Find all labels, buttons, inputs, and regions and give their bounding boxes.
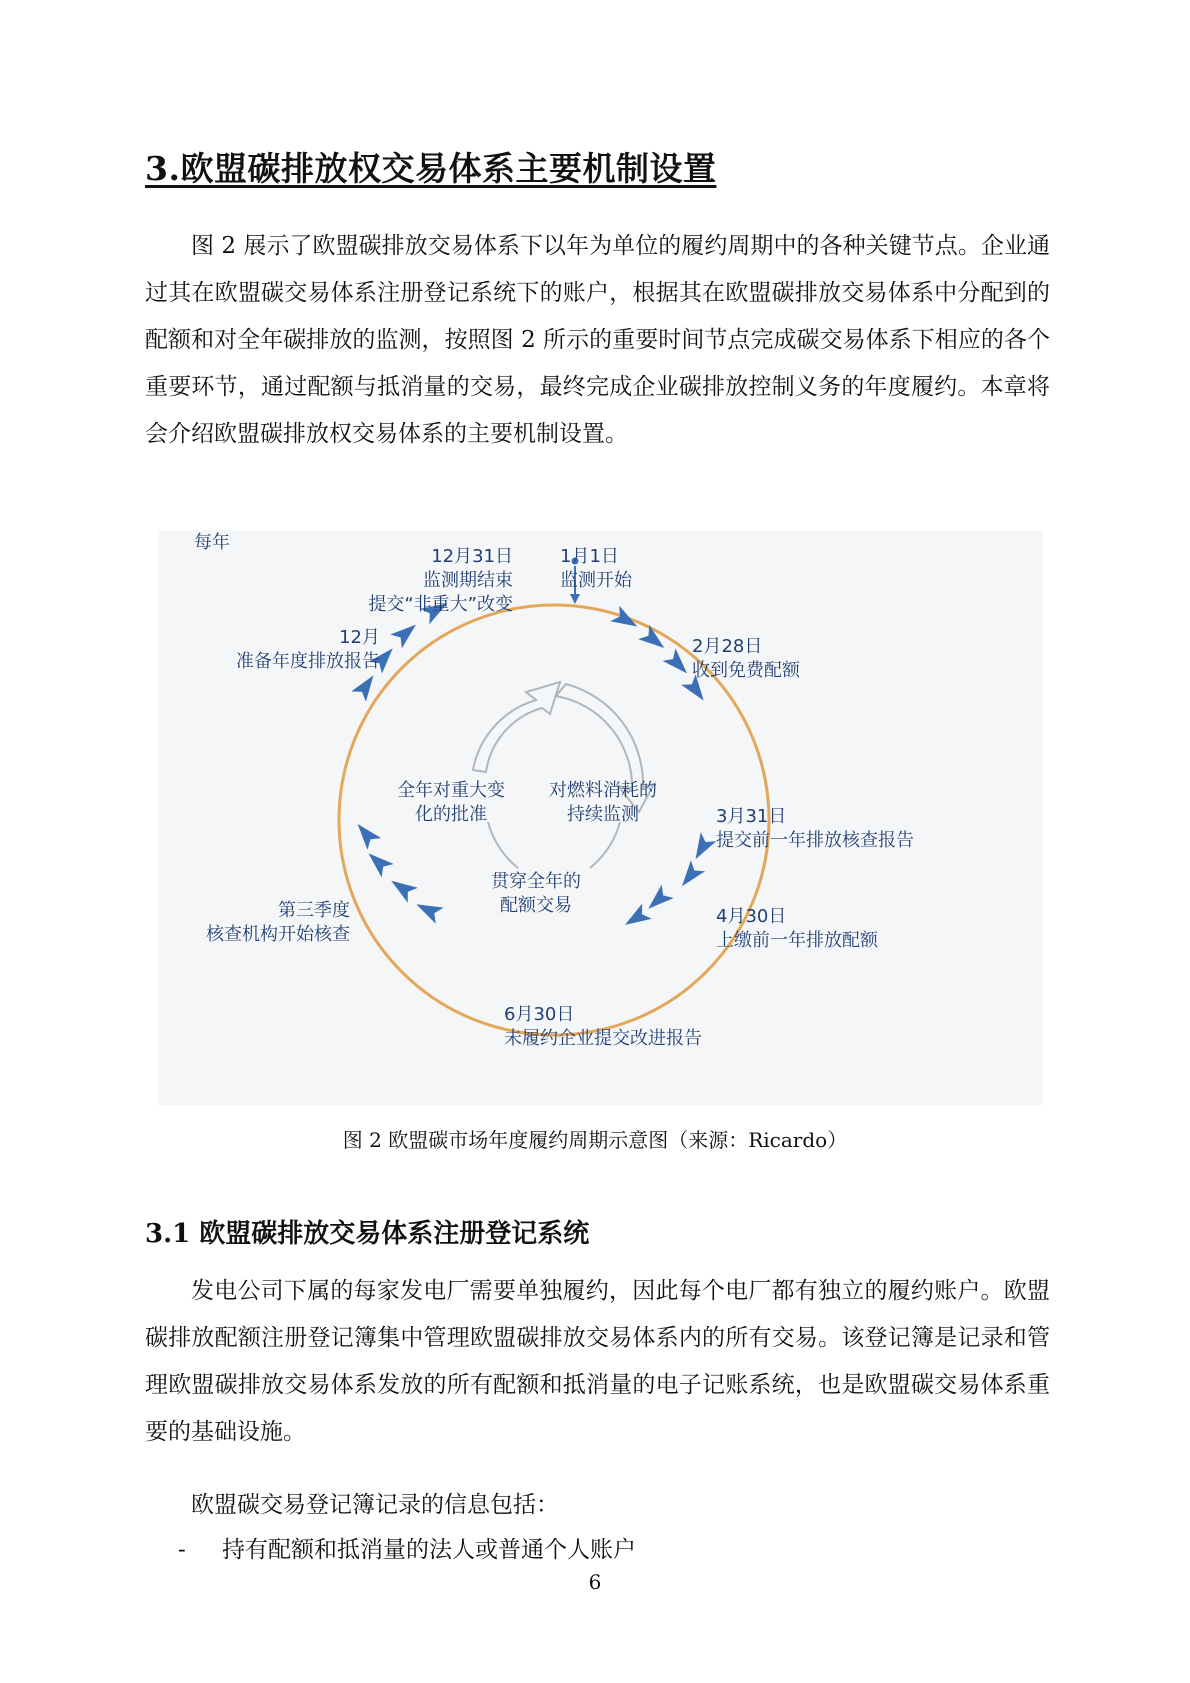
jun30-date: 6月30日: [504, 1004, 575, 1025]
center-bottom-line2: 配额交易: [500, 895, 572, 916]
bullet-marker: -: [178, 1537, 186, 1563]
mar31-line1: 提交前一年排放核查报告: [716, 830, 914, 851]
center-right-line1: 对燃料消耗的: [549, 780, 657, 801]
figure-caption: 图 2 欧盟碳市场年度履约周期示意图（来源：Ricardo）: [342, 1128, 848, 1152]
every-year-label: 每年: [194, 532, 230, 553]
jan1-date: 1月1日: [560, 546, 619, 567]
apr30-date: 4月30日: [716, 906, 787, 927]
registry-paragraph: 发电公司下属的每家发电厂需要单独履约，因此每个电厂都有独立的履约账户。欧盟碳排放配额注册登记簿集中管理欧盟碳排放交易体系内的所有交易。该登记簿是记录和管理欧盟碳排放交易体系发放的所有配额和抵消量的电子记账系统，也是欧盟碳交易体系重要的基础设施。: [145, 1278, 1050, 1445]
dec31-line2: 提交“非重大”改变: [368, 594, 513, 615]
feb28-line1: 收到免费配额: [692, 660, 800, 681]
center-right-line2: 持续监测: [567, 804, 639, 825]
mar31-date: 3月31日: [716, 806, 787, 827]
registry-info-intro: 欧盟碳交易登记簿记录的信息包括：: [191, 1492, 559, 1518]
center-left-line2: 化的批准: [415, 804, 487, 825]
center-bottom-line1: 贯穿全年的: [491, 871, 581, 892]
q3-line1: 第三季度: [278, 900, 350, 921]
center-left-line1: 全年对重大变: [397, 780, 505, 801]
apr30-line1: 上缴前一年排放配额: [716, 930, 878, 951]
subsection-heading: 3.1 欧盟碳排放交易体系注册登记系统: [145, 1219, 590, 1249]
dec-date: 12月: [339, 627, 380, 648]
bullet-text: 持有配额和抵消量的法人或普通个人账户: [222, 1537, 636, 1563]
feb28-date: 2月28日: [692, 636, 763, 657]
dec-line1: 准备年度排放报告: [236, 651, 380, 672]
section-heading: 3.欧盟碳排放权交易体系主要机制设置: [145, 149, 717, 188]
dec31-date: 12月31日: [431, 546, 513, 567]
jun30-line1: 未履约企业提交改进报告: [504, 1028, 702, 1049]
bullet-item: [178, 1531, 636, 1564]
dec31-line1: 监测期结束: [423, 570, 513, 591]
intro-paragraph: 图 2 展示了欧盟碳排放交易体系下以年为单位的履约周期中的各种关键节点。企业通过其在欧盟碳交易体系注册登记系统下的账户，根据其在欧盟碳排放交易体系中分配到的配额和对全年碳排放的监测，按照图 2 所示的重要时间节点完成碳交易体系下相应的各个重要环节，通过配额与抵消量的交易，最终完成企业碳排放控制义务的年度履约。本章将会介绍欧盟碳排放权交易体系的主要机制设置。: [145, 233, 1050, 447]
jan1-line1: 监测开始: [560, 570, 632, 591]
page-number: 6: [588, 1570, 602, 1594]
compliance-cycle-diagram: [158, 530, 1043, 1105]
q3-line2: 核查机构开始核查: [206, 924, 350, 945]
